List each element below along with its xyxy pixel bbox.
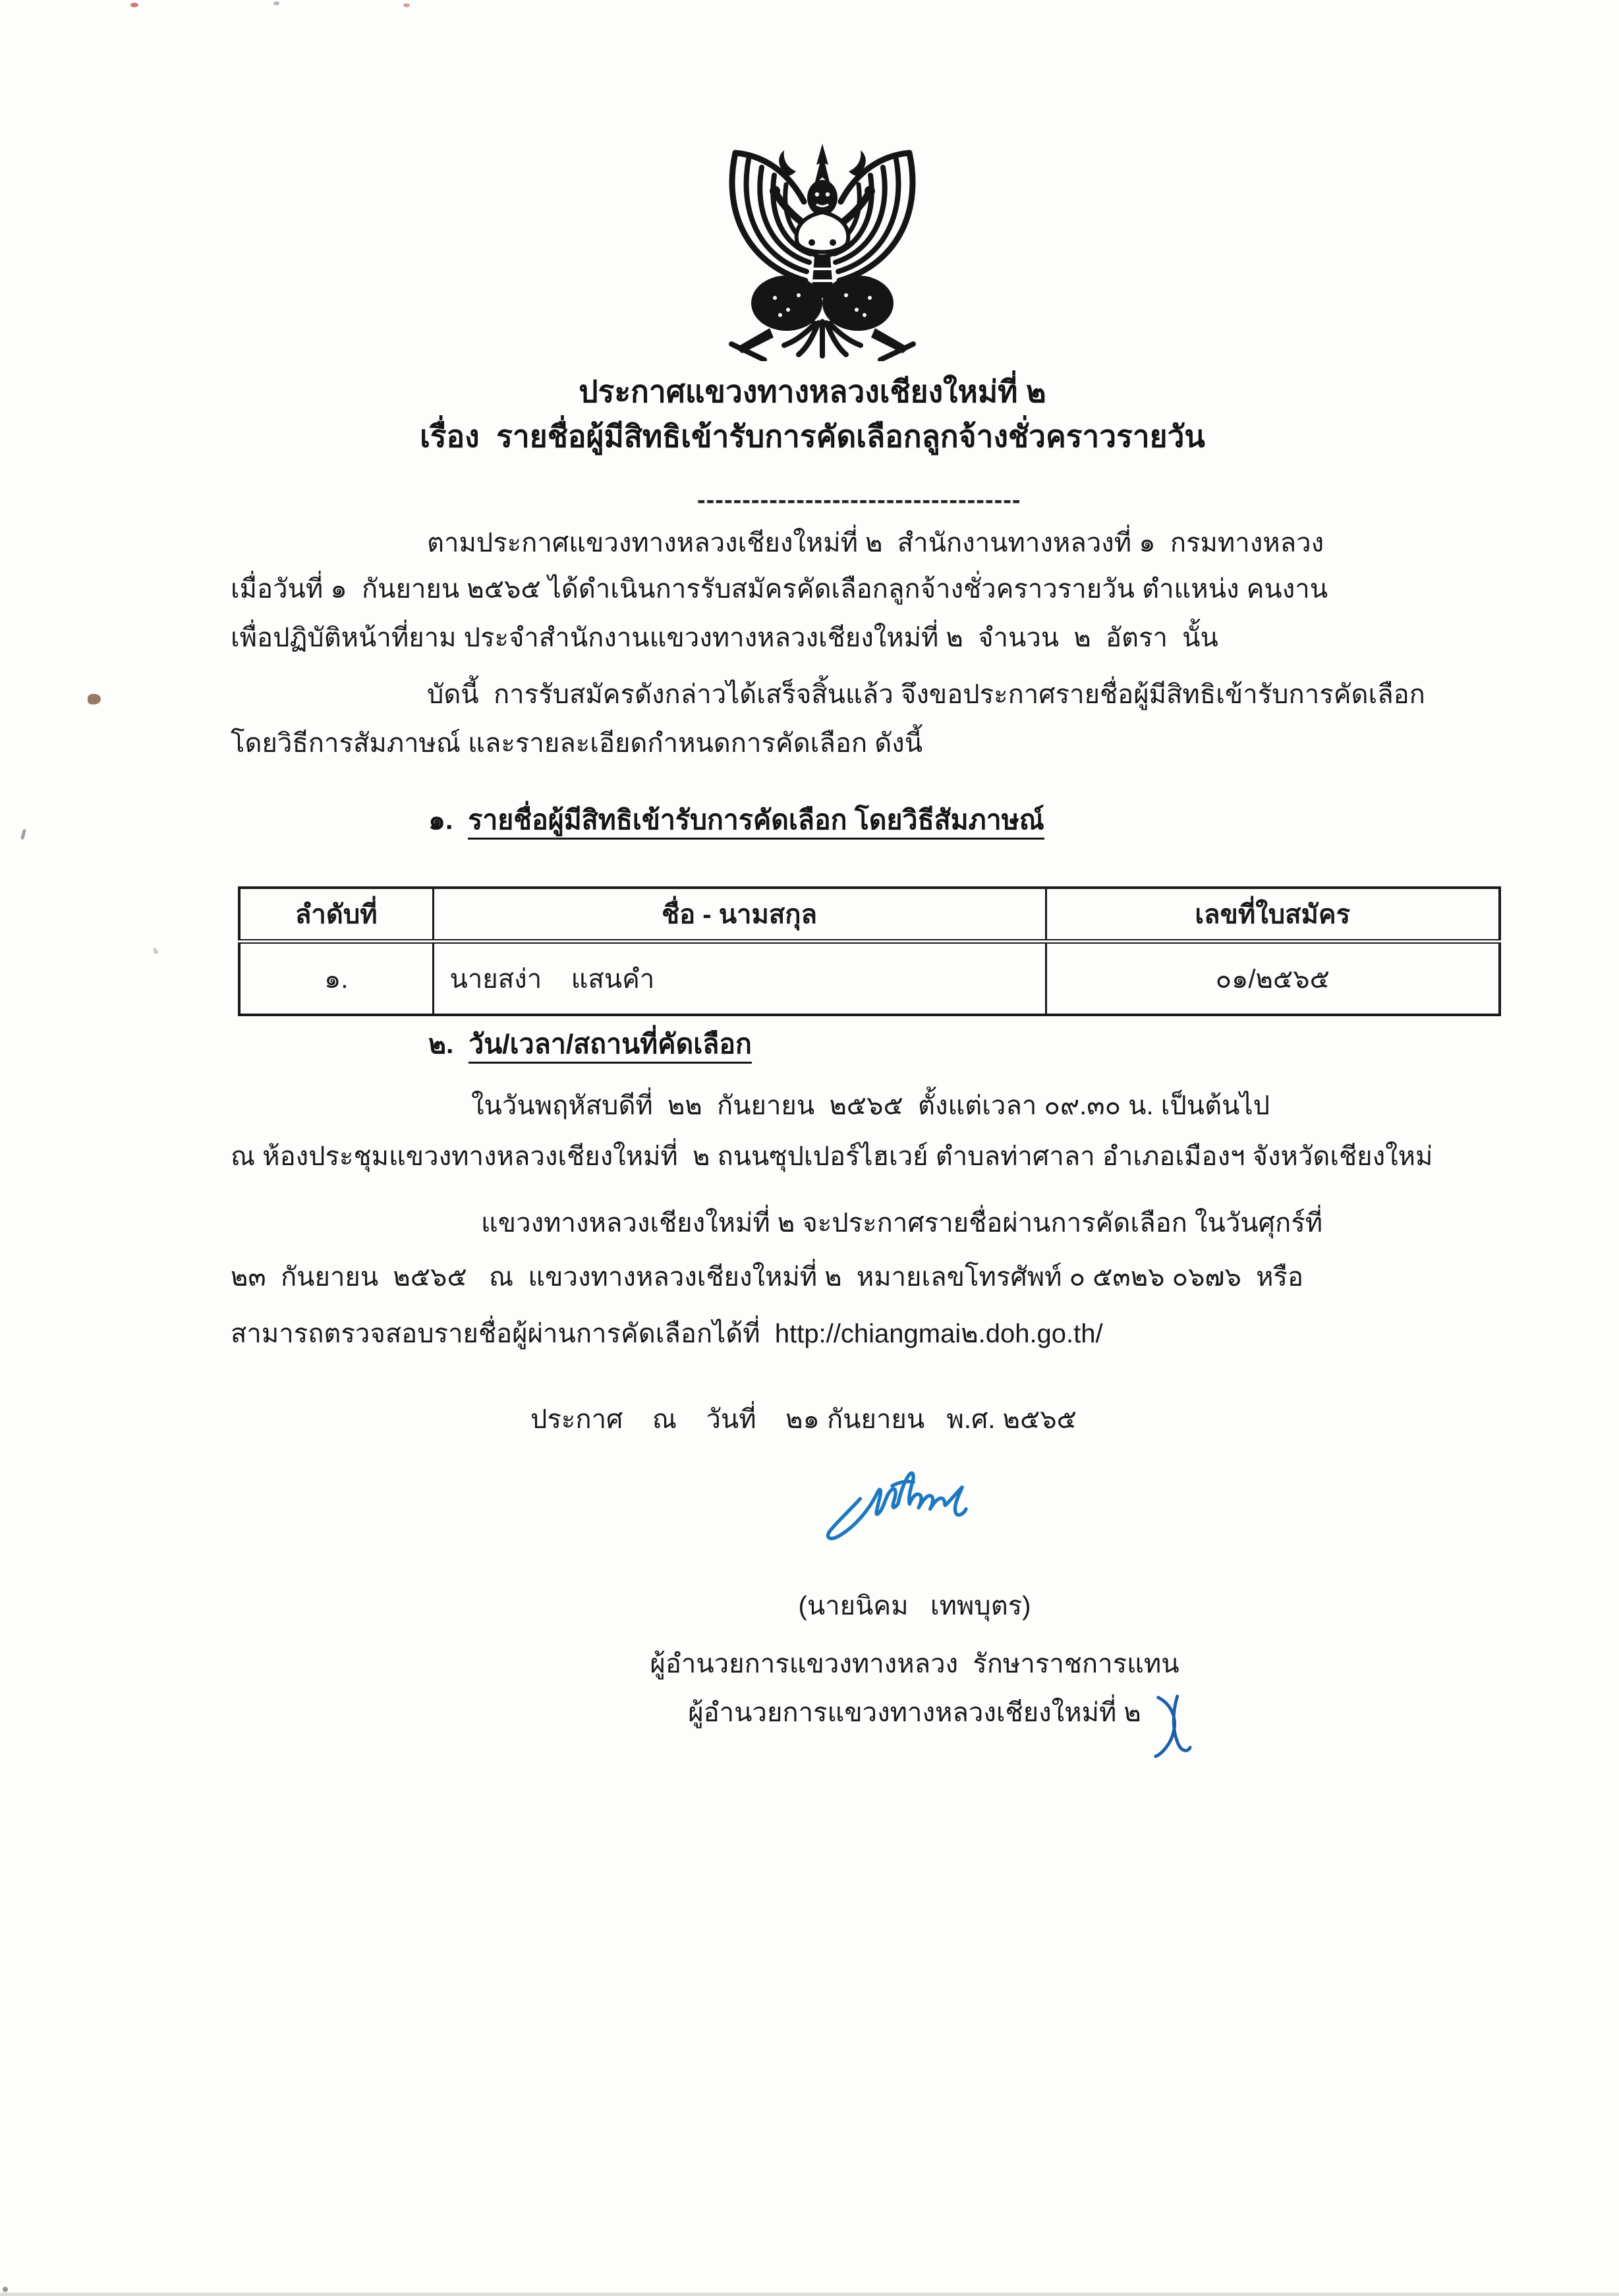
- result-line-1: แขวงทางหลวงเชียงใหม่ที่ ๒ จะประกาศรายชื่อผ่านการคัดเลือก ในวันศุกร์ที่: [481, 1209, 1323, 1238]
- intro-line-1: ตามประกาศแขวงทางหลวงเชียงใหม่ที่ ๒ สำนักงานทางหลวงที่ ๑ กรมทางหลวง: [427, 529, 1324, 558]
- table-header-row: [239, 888, 1500, 942]
- scan-edge-shadow: [0, 2293, 1619, 2296]
- cell-application-no: ๐๑/๒๕๖๕: [1046, 942, 1500, 1016]
- section-1-title: รายชื่อผู้มีสิทธิเข้ารับการคัดเลือก โดยวิธีสัมภาษณ์: [468, 805, 1044, 840]
- schedule-line-1: ในวันพฤหัสบดีที่ ๒๒ กันยายน ๒๕๖๕ ตั้งแต่เวลา ๐๙.๓๐ น. เป็นต้นไป: [471, 1091, 1270, 1120]
- ink-flourish: [1149, 1694, 1194, 1761]
- section-2-heading: [428, 1023, 752, 1066]
- subject-line: เรื่อง รายชื่อผู้มีสิทธิเข้ารับการคัดเลือกลูกจ้างชั่วคราวรายวัน: [420, 419, 1205, 453]
- result-line-2: ๒๓ กันยายน ๒๕๖๕ ณ แขวงทางหลวงเชียงใหม่ที่ ๒ หมายเลขโทรศัพท์ ๐ ๕๓๒๖ ๐๖๗๖ หรือ: [231, 1263, 1303, 1292]
- scan-speck-bottom: [3, 2287, 8, 2292]
- scan-speck-top-3: [403, 3, 410, 7]
- scan-speck-brown: [88, 694, 101, 704]
- section-2-title: วัน/เวลา/สถานที่คัดเลือก: [469, 1029, 752, 1064]
- section-2-number: ๒.: [428, 1029, 454, 1059]
- signatory-position-1: ผู้อำนวยการแขวงทางหลวง รักษาราชการแทน: [650, 1650, 1179, 1679]
- scan-speck-comma: [152, 947, 159, 955]
- section-1-number: ๑.: [428, 805, 453, 835]
- scan-speck-top-2: [273, 1, 279, 5]
- signatory-name: (นายนิคม เทพบุตร): [798, 1592, 1031, 1621]
- issued-date-line: ประกาศ ณ วันที่ ๒๑ กันยายน พ.ศ. ๒๕๖๕: [530, 1405, 1077, 1434]
- scan-speck-tick: [20, 829, 26, 840]
- cell-order: ๑.: [239, 942, 433, 1016]
- closing-intro-line-2: โดยวิธีการสัมภาษณ์ และรายละเอียดกำหนดการคัดเลือก ดังนี้: [231, 729, 923, 758]
- col-header-name: ชื่อ - นามสกุล: [433, 888, 1046, 942]
- garuda-emblem-icon: [709, 132, 936, 361]
- table-row: [239, 942, 1500, 1016]
- col-header-application-no: เลขที่ใบสมัคร: [1046, 888, 1500, 942]
- signature-ink: [820, 1463, 968, 1543]
- page-title: ประกาศแขวงทางหลวงเชียงใหม่ที่ ๒: [579, 374, 1046, 409]
- title-separator: ------------------------------------: [697, 486, 1021, 514]
- intro-line-3: เพื่อปฏิบัติหน้าที่ยาม ประจำสำนักงานแขวงทางหลวงเชียงใหม่ที่ ๒ จำนวน ๒ อัตรา นั้น: [231, 623, 1218, 652]
- section-2-gap: [453, 1029, 469, 1059]
- intro-line-2: เมื่อวันที่ ๑ กันยายน ๒๕๖๕ ได้ดำเนินการรับสมัครคัดเลือกลูกจ้างชั่วคราวรายวัน ตำแหน่ง คนงาน: [231, 575, 1328, 604]
- result-line-3: สามารถตรวจสอบรายชื่อผู้ผ่านการคัดเลือกได้ที่ http://chiangmai๒.doh.go.th/: [231, 1319, 1103, 1348]
- signatory-position-2: ผู้อำนวยการแขวงทางหลวงเชียงใหม่ที่ ๒: [688, 1698, 1141, 1727]
- schedule-line-2: ณ ห้องประชุมแขวงทางหลวงเชียงใหม่ที่ ๒ ถนนซุปเปอร์ไฮเวย์ ตำบลท่าศาลา อำเภอเมืองฯ จังหวัดเชียงใหม่: [231, 1142, 1433, 1171]
- closing-intro-line-1: บัดนี้ การรับสมัครดังกล่าวได้เสร็จสิ้นแล้ว จึงขอประกาศรายชื่อผู้มีสิทธิเข้ารับการคัดเลือก: [427, 680, 1425, 709]
- cell-name: นายสง่า แสนคำ: [433, 942, 1046, 1016]
- applicants-table: [238, 886, 1501, 1016]
- section-1-gap: [453, 805, 468, 835]
- col-header-order: ลำดับที่: [239, 888, 433, 942]
- scan-speck-top-1: [130, 3, 138, 7]
- section-1-heading: [428, 799, 1044, 842]
